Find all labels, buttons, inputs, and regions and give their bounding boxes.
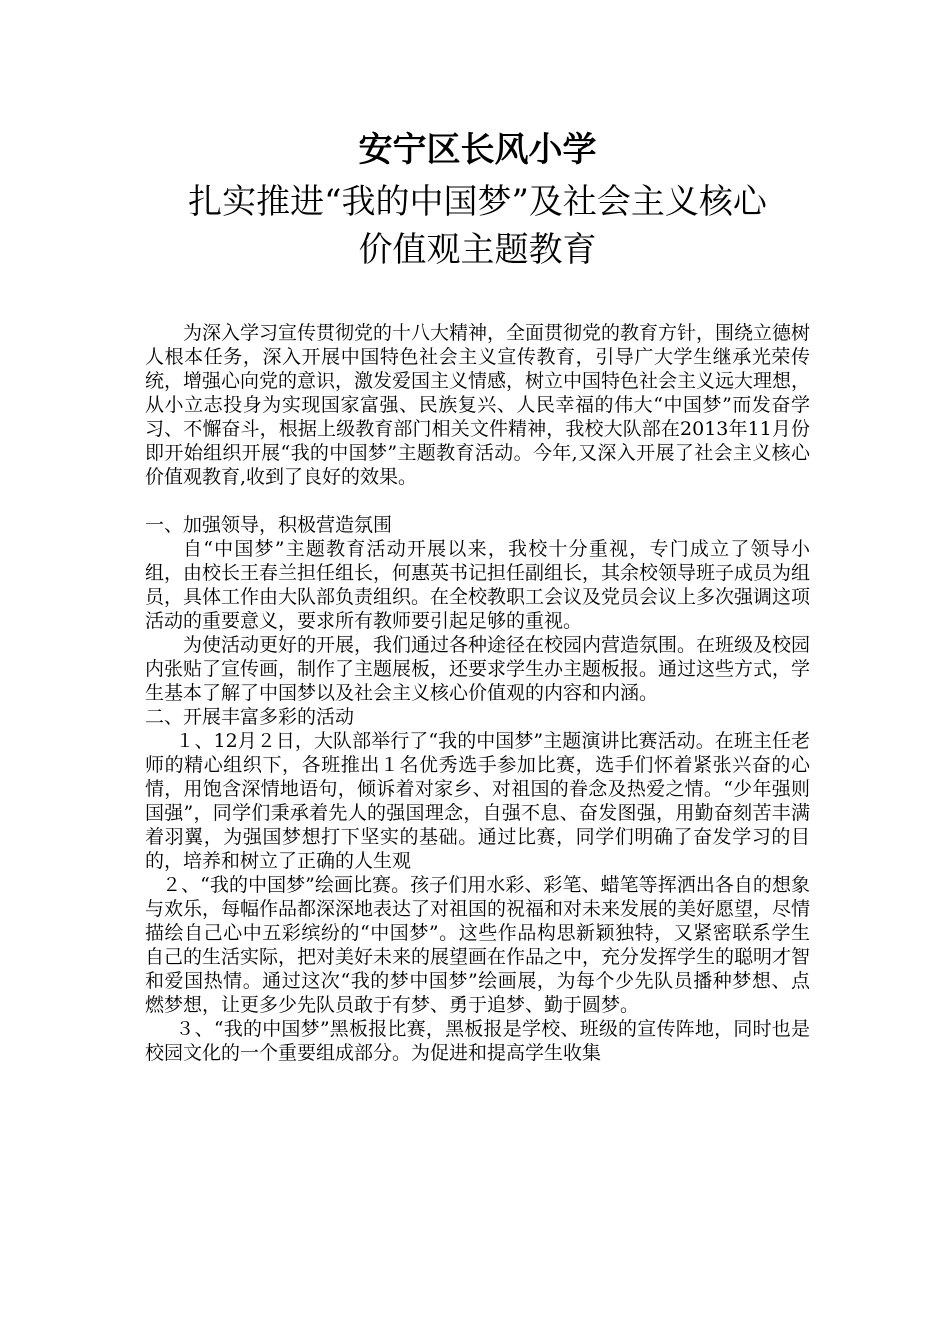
- document-title-line-2: 价值观主题教育: [358, 230, 597, 270]
- section-1-paragraph-1: 自“中国梦”主题教育活动开展以来，我校十分重视，专门成立了领导小组，由校长王春兰担任组长，何惠英书记担任副组长，其余校领导班子成员为组员，具体工作由大队部负责组织。在全校教职工会议及党员会议上多次强调这项活动的重要意义，要求所有教师要引起足够的重视。: [145, 538, 811, 632]
- section-2-item-3: ３、“我的中国梦”黑板报比赛，黑板报是学校、班级的宣传阵地，同时也是校园文化的一个重要组成部分。为促进和提高学生收集: [145, 1018, 810, 1064]
- section-2-item-2: ２、“我的中国梦”绘画比赛。孩子们用水彩、彩笔、蜡笔等挥洒出各自的想象与欢乐，每幅作品都深深地表达了对祖国的祝福和对未来发展的美好愿望，尽情描绘自己心中五彩缤纷的“中国梦”。这些作品构思新颖独特，又紧密联系学生自己的生活实际，把对美好未来的展望画在作品之中，充分发挥学生的聪明才智和爱国热情。通过这次“我的梦中国梦”绘画展，为每个少先队员播种梦想、点燃梦想，让更多少先队员敢于有梦、勇于追梦、勤于圆梦。: [145, 874, 811, 1016]
- document-title-line-1: 扎实推进“我的中国梦”及社会主义核心: [188, 182, 767, 222]
- document-body: [145, 321, 810, 1065]
- section-2-heading: 二、开展丰富多彩的活动: [145, 706, 355, 728]
- school-title: 安宁区长风小学: [358, 130, 597, 170]
- section-2-item-1: １、12月２日，大队部举行了“我的中国梦”主题演讲比赛活动。在班主任老师的精心组织下，各班推出１名优秀选手参加比赛，选手们怀着紧张兴奋的心情，用饱含深情地语句，倾诉着对家乡、对祖国的眷念及热爱之情。“少年强则国强”，同学们秉承着先人的强国理念，自强不息、奋发图强，用勤奋刻苦丰满着羽翼，为强国梦想打下坚实的基础。通过比赛，同学们明确了奋发学习的目的，培养和树立了正确的人生观: [145, 730, 810, 872]
- section-1-paragraph-2: 为使活动更好的开展，我们通过各种途径在校园内营造氛围。在班级及校园内张贴了宣传画，制作了主题展板，还要求学生办主题板报。通过这些方式，学生基本了解了中国梦以及社会主义核心价值观的内容和内涵。: [145, 634, 811, 704]
- paragraph-spacer: [145, 489, 810, 513]
- section-1-heading: 一、加强领导，积极营造氛围: [145, 514, 393, 536]
- intro-paragraph: 为深入学习宣传贯彻党的十八大精神，全面贯彻党的教育方针，围绕立德树人根本任务，深入开展中国特色社会主义宣传教育，引导广大学生继承光荣传统，增强心向党的意识，激发爱国主义情感，树立中国特色社会主义远大理想，从小立志投身为实现国家富强、民族复兴、人民幸福的伟大“中国梦”而发奋学习、不懈奋斗，根据上级教育部门相关文件精神，我校大队部在2013年11月份即开始组织开展“我的中国梦”主题教育活动。今年,又深入开展了社会主义核心价值观教育,收到了良好的效果。: [145, 322, 811, 488]
